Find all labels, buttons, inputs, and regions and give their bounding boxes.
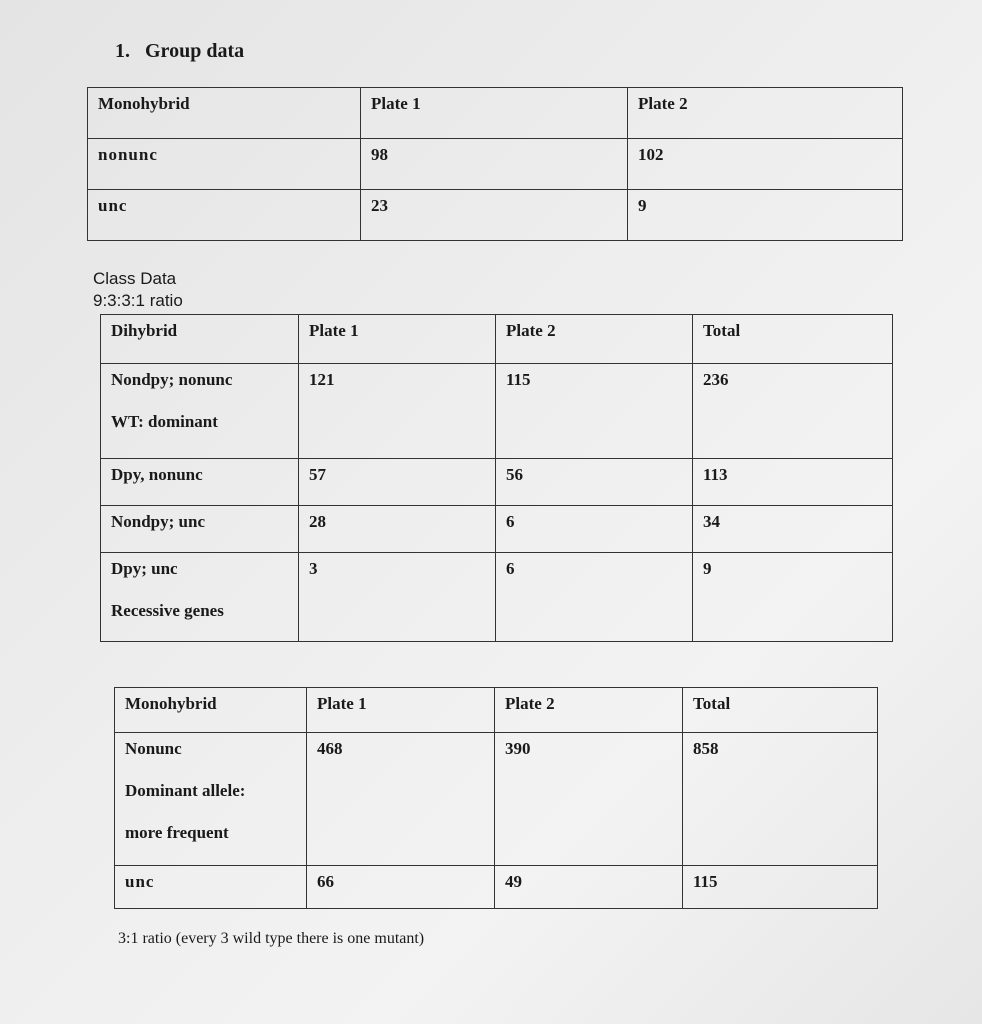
table-row <box>88 139 903 190</box>
row-label: Dpy; unc <box>111 559 178 578</box>
table-header-row <box>88 88 903 139</box>
header-cell: Monohybrid <box>115 688 307 733</box>
cell-total: 34 <box>693 506 893 553</box>
table-row <box>101 506 893 553</box>
section-heading <box>115 40 244 63</box>
cell-total: 9 <box>693 553 893 642</box>
header-cell: Plate 2 <box>496 315 693 364</box>
cell-total: 236 <box>693 364 893 459</box>
header-cell: Total <box>683 688 878 733</box>
row-sublabel: WT: dominant <box>111 412 218 431</box>
header-cell: Total <box>693 315 893 364</box>
cell-plate2: 6 <box>496 553 693 642</box>
row-label: Nondpy; unc <box>101 506 299 553</box>
row-label-cell <box>115 733 307 866</box>
cell-plate2: 6 <box>496 506 693 553</box>
heading-number: 1. <box>115 40 130 62</box>
cell-plate2: 102 <box>628 139 903 190</box>
row-label: nonunc <box>88 139 361 190</box>
cell-total: 113 <box>693 459 893 506</box>
row-sublabel: Recessive genes <box>111 601 224 620</box>
ratio-note: 3:1 ratio (every 3 wild type there is one mutant) <box>118 930 425 947</box>
cell-total: 858 <box>683 733 878 866</box>
monohybrid-class-table <box>114 687 878 909</box>
cell-plate1: 121 <box>299 364 496 459</box>
heading-title: Group data <box>145 40 245 62</box>
table-row <box>101 553 893 642</box>
header-cell: Plate 1 <box>361 88 628 139</box>
cell-plate1: 98 <box>361 139 628 190</box>
cell-plate1: 57 <box>299 459 496 506</box>
cell-plate1: 468 <box>307 733 495 866</box>
group-data-table <box>87 87 903 241</box>
row-label: unc <box>115 866 307 909</box>
header-cell: Plate 1 <box>299 315 496 364</box>
row-label-cell <box>101 553 299 642</box>
header-cell: Plate 2 <box>495 688 683 733</box>
table-row <box>88 190 903 241</box>
row-sublabel: Dominant allele: <box>125 781 246 800</box>
table-row <box>115 733 878 866</box>
cell-plate1: 66 <box>307 866 495 909</box>
table-header-row <box>115 688 878 733</box>
class-data-label <box>93 268 183 312</box>
row-label: Nonunc <box>125 739 182 758</box>
header-cell: Plate 2 <box>628 88 903 139</box>
class-data-ratio: 9:3:3:1 ratio <box>93 291 183 310</box>
cell-plate2: 390 <box>495 733 683 866</box>
cell-plate1: 23 <box>361 190 628 241</box>
table-row <box>101 459 893 506</box>
header-cell: Monohybrid <box>88 88 361 139</box>
row-sublabel-2: more frequent <box>125 823 229 842</box>
dihybrid-table <box>100 314 893 642</box>
cell-plate1: 28 <box>299 506 496 553</box>
table-row <box>115 866 878 909</box>
cell-plate2: 9 <box>628 190 903 241</box>
table-header-row <box>101 315 893 364</box>
row-label: unc <box>88 190 361 241</box>
cell-plate2: 115 <box>496 364 693 459</box>
row-label: Nondpy; nonunc <box>111 370 233 389</box>
header-cell: Plate 1 <box>307 688 495 733</box>
cell-total: 115 <box>683 866 878 909</box>
row-label: Dpy, nonunc <box>101 459 299 506</box>
cell-plate2: 49 <box>495 866 683 909</box>
header-cell: Dihybrid <box>101 315 299 364</box>
class-data-title: Class Data <box>93 269 177 288</box>
cell-plate1: 3 <box>299 553 496 642</box>
row-label-cell <box>101 364 299 459</box>
cell-plate2: 56 <box>496 459 693 506</box>
table-row <box>101 364 893 459</box>
